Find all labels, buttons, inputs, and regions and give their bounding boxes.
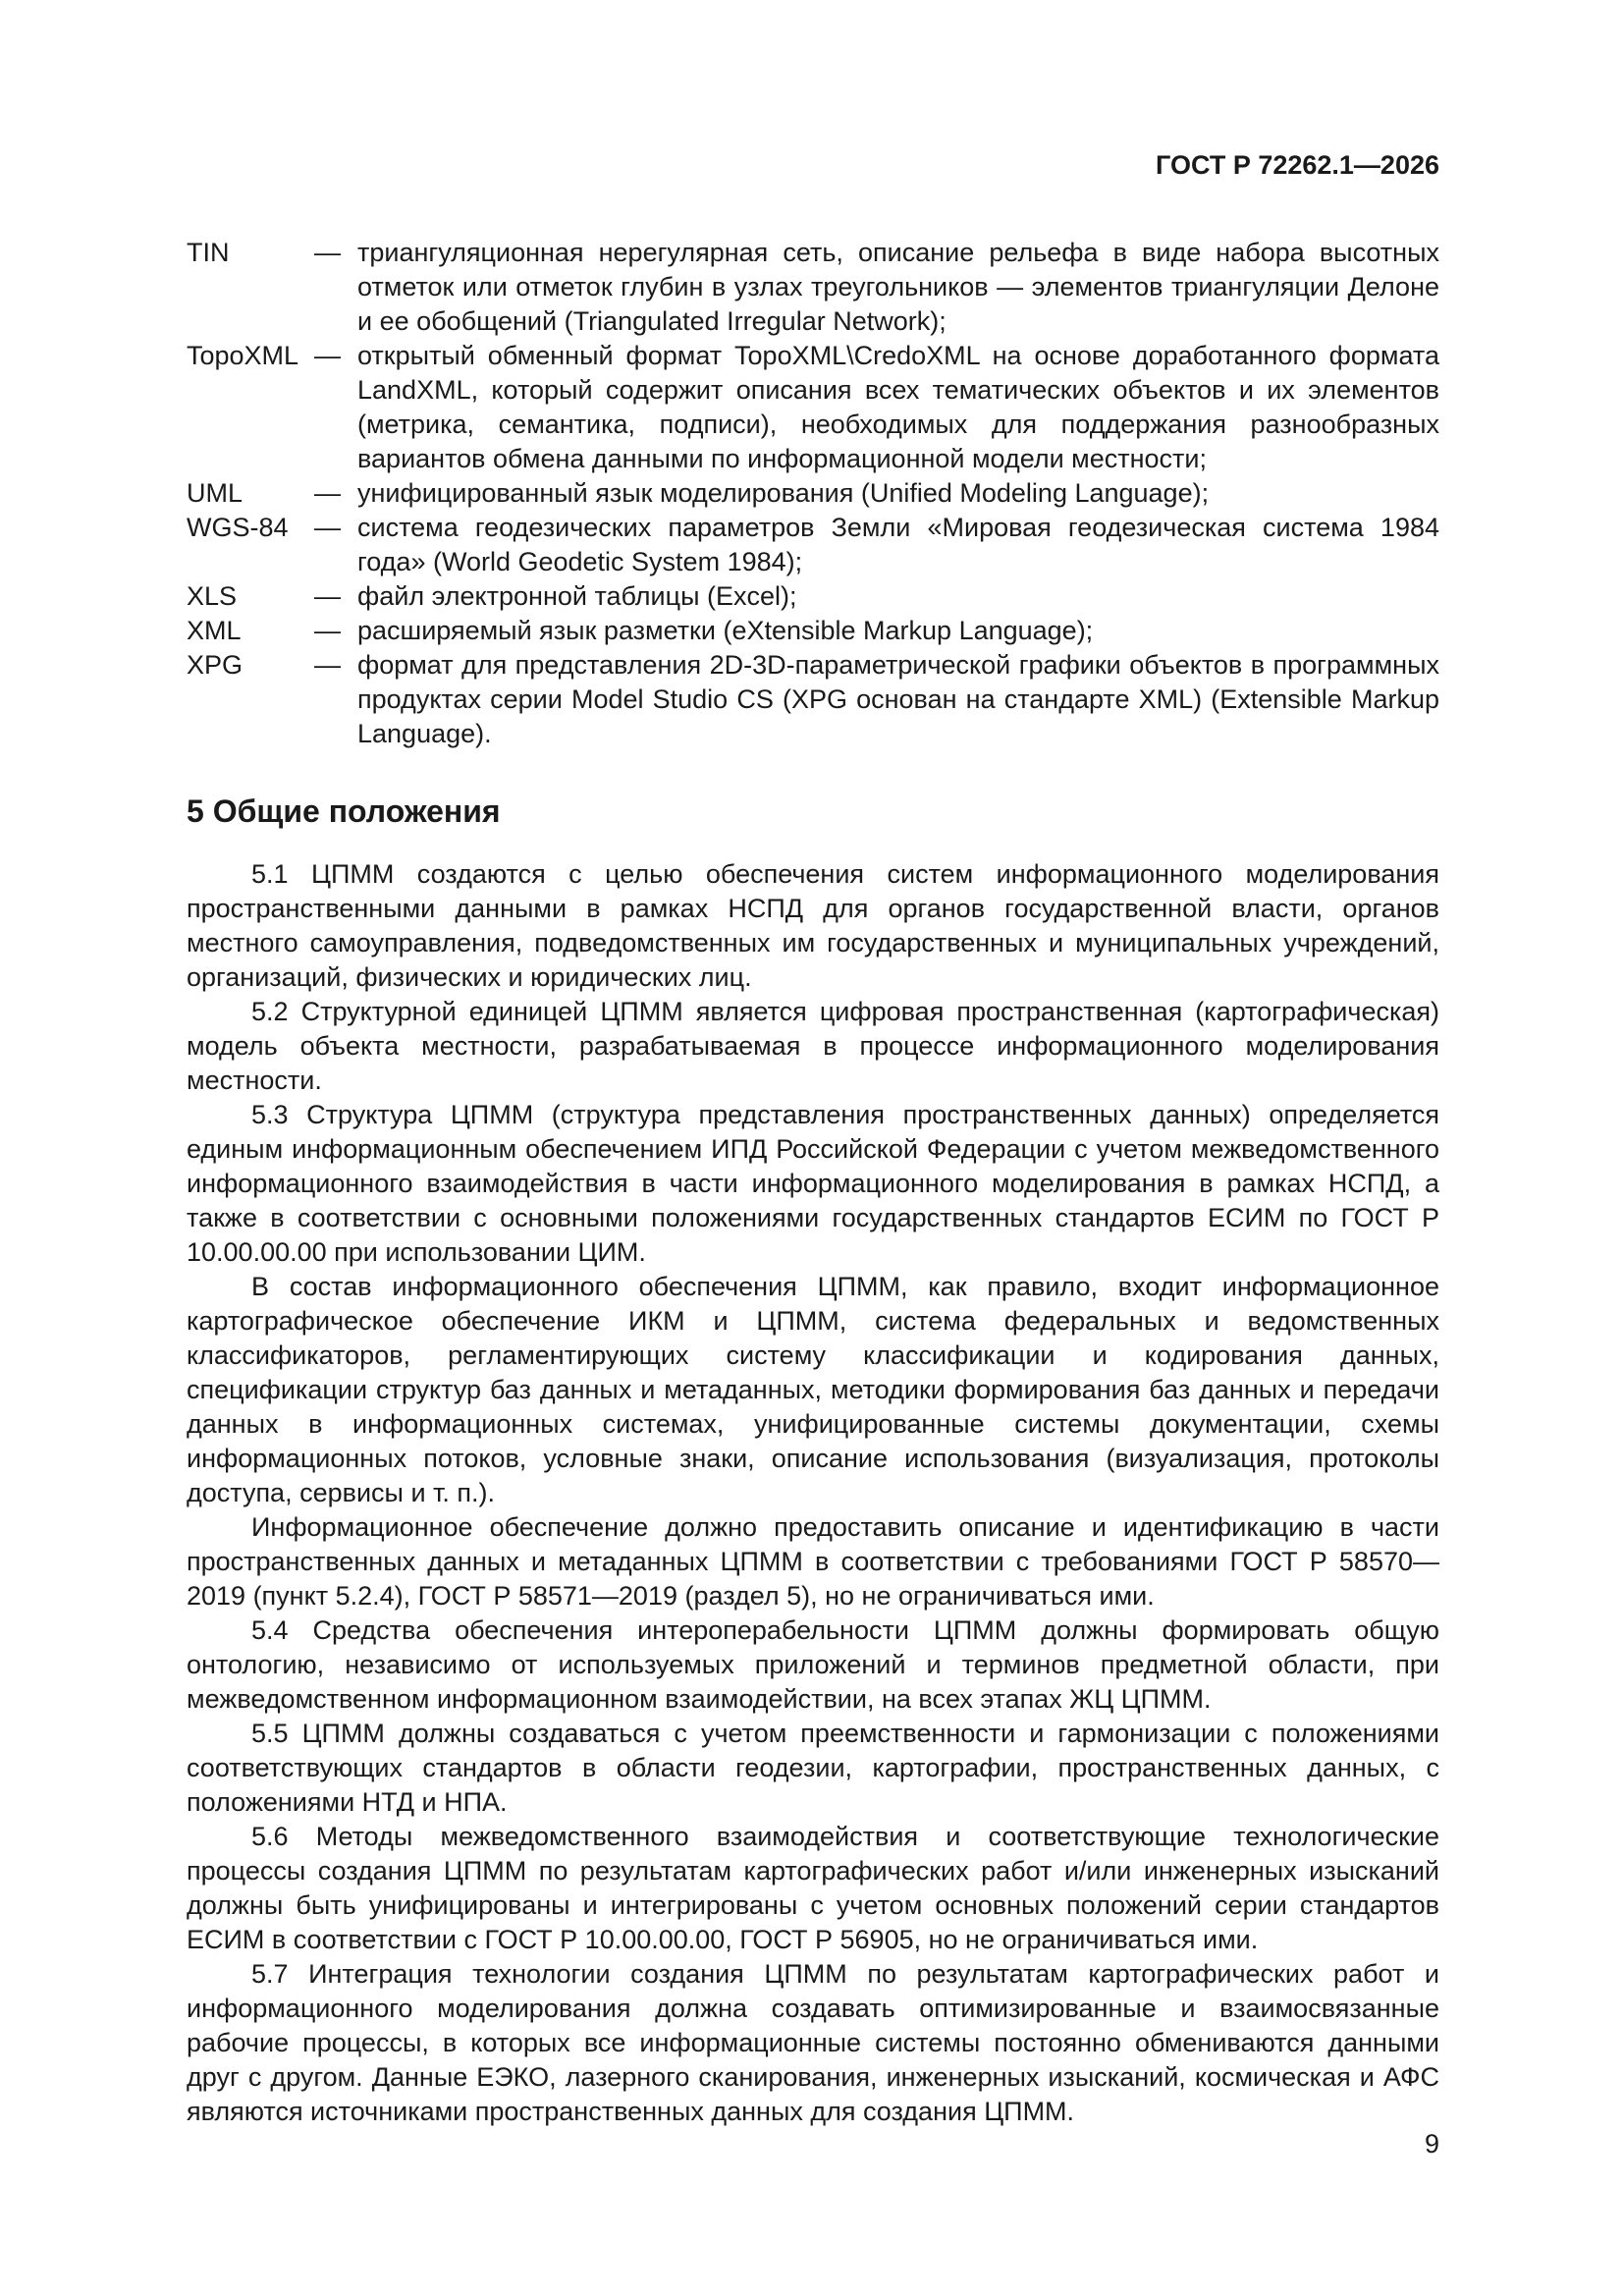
abbreviation-dash: — — [314, 478, 341, 508]
abbreviation-definition: формат для представления 2D-3D-параметрической графики объектов в программных продуктах серии Model Studio CS (XPG основан на стандарте XML) (Extensible Markup Language). — [357, 650, 1439, 748]
paragraph: 5.1 ЦПММ создаются с целью обеспечения систем информационного моделирования пространственными данными в рамках НСПД для органов государственной власти, органов местного самоуправления, подведомственных им государственных и муниципальных учреждений, организаций, физических и юридических лиц. — [187, 859, 1439, 992]
abbreviation-term: XLS — [187, 581, 238, 611]
abbreviation-definition: файл электронной таблицы (Excel); — [357, 581, 797, 611]
paragraph: 5.2 Структурной единицей ЦПММ является цифровая пространственная (картографическая) модель объекта местности, разрабатываемая в процессе информационного моделирования местности. — [187, 997, 1439, 1095]
abbreviation-dash: — — [314, 513, 341, 542]
abbreviation-term: WGS-84 — [187, 513, 289, 542]
abbreviation-dash: — — [314, 650, 341, 680]
abbreviation-term: TopoXML — [187, 341, 299, 370]
abbreviation-term: XPG — [187, 650, 243, 680]
page-number: 9 — [1424, 2129, 1439, 2159]
abbreviation-definition: унифицированный язык моделирования (Unified Modeling Language); — [357, 478, 1210, 508]
abbreviation-dash: — — [314, 341, 341, 370]
abbreviation-term: XML — [187, 616, 242, 645]
abbreviation-dash: — — [314, 616, 341, 645]
abbreviation-row — [187, 614, 1439, 648]
abbreviation-row — [187, 236, 1439, 339]
abbreviation-dash: — — [314, 238, 341, 267]
abbreviation-row — [187, 511, 1439, 579]
abbreviation-definition: триангуляционная нерегулярная сеть, описание рельефа в виде набора высотных отметок или отметок глубин в узлах треугольников — элементов триангуляции Делоне и ее обобщений (Triangulated Irregular Network); — [357, 238, 1439, 336]
abbreviation-row — [187, 476, 1439, 511]
paragraph: 5.5 ЦПММ должны создаваться с учетом преемственности и гармонизации с положениями соответствующих стандартов в области геодезии, картографии, пространственных данных, с положениями НТД и НПА. — [187, 1719, 1439, 1817]
abbreviation-term: UML — [187, 478, 243, 508]
abbreviation-dash: — — [314, 581, 341, 611]
section-heading: 5 Общие положения — [187, 793, 501, 829]
abbreviation-definition: расширяемый язык разметки (eXtensible Markup Language); — [357, 616, 1094, 645]
paragraph: 5.7 Интеграция технологии создания ЦПММ по результатам картографических работ и информационного моделирования должна создавать оптимизированные и взаимосвязанные рабочие процессы, в которых все информационные системы постоянно обмениваются данными друг с другом. Данные ЕЭКО, лазерного сканирования, инженерных изысканий, космическая и АФС являются источниками пространственных данных для создания ЦПММ. — [187, 1959, 1439, 2126]
abbreviations-list — [187, 236, 1439, 751]
paragraph: 5.4 Средства обеспечения интероперабельности ЦПММ должны формировать общую онтологию, независимо от используемых приложений и терминов предметной области, при межведомственном информационном взаимодействии, на всех этапах ЖЦ ЦПММ. — [187, 1615, 1439, 1714]
document-designation: ГОСТ Р 72262.1—2026 — [1156, 150, 1439, 180]
abbreviation-term: TIN — [187, 238, 230, 267]
abbreviation-row — [187, 648, 1439, 751]
abbreviation-definition: открытый обменный формат TopoXML\CredoXML на основе доработанного формата LandXML, который содержит описания всех тематических объектов и их элементов (метрика, семантика, подписи), необходимых для поддержания разнообразных вариантов обмена данными по информационной модели местности; — [357, 341, 1439, 473]
abbreviation-row — [187, 339, 1439, 476]
paragraph: Информационное обеспечение должно предоставить описание и идентификацию в части пространственных данных и метаданных ЦПММ в соответствии с требованиями ГОСТ Р 58570—2019 (пункт 5.2.4), ГОСТ Р 58571—2019 (раздел 5), но не ограничиваться ими. — [187, 1512, 1439, 1611]
abbreviation-definition: система геодезических параметров Земли «Мировая геодезическая система 1984 года» (World Geodetic System 1984); — [357, 513, 1439, 576]
paragraph: 5.6 Методы межведомственного взаимодействия и соответствующие технологические процессы создания ЦПММ по результатам картографических работ и/или инженерных изысканий должны быть унифицированы и интегрированы с учетом основных положений серии стандартов ЕСИМ в соответствии с ГОСТ Р 10.00.00.00, ГОСТ Р 56905, но не ограничиваться ими. — [187, 1822, 1439, 1954]
abbreviation-row — [187, 579, 1439, 614]
paragraph: В состав информационного обеспечения ЦПММ, как правило, входит информационное картографическое обеспечение ИКМ и ЦПММ, система федеральных и ведомственных классификаторов, регламентирующих систему классификации и кодирования данных, спецификации структур баз данных и метаданных, методики формирования баз данных и передачи данных в информационных системах, унифицированные системы документации, схемы информационных потоков, условные знаки, описание использования (визуализация, протоколы доступа, сервисы и т. п.). — [187, 1272, 1439, 1507]
section-body — [187, 857, 1439, 2129]
paragraph: 5.3 Структура ЦПММ (структура представления пространственных данных) определяется единым информационным обеспечением ИПД Российской Федерации с учетом межведомственного информационного взаимодействия в части информационного моделирования в рамках НСПД, а также в соответствии с основными положениями государственных стандартов ЕСИМ по ГОСТ Р 10.00.00.00 при использовании ЦИМ. — [187, 1100, 1439, 1267]
